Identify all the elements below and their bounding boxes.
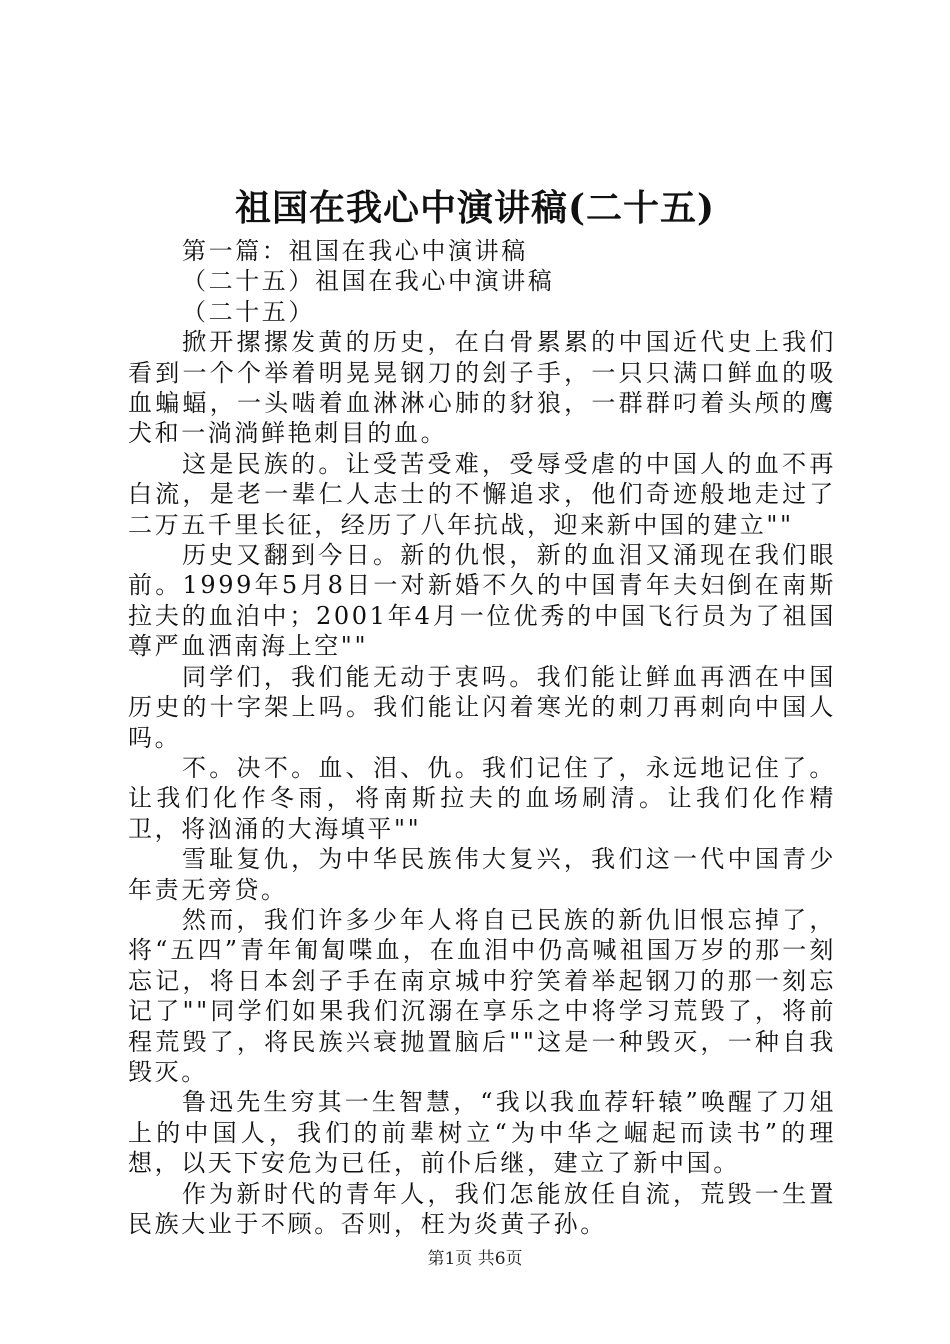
paragraph: 同学们，我们能无动于衷吗。我们能让鲜血再洒在中国历史的十字架上吗。我们能让闪着寒光的刺刀再刺向中国人吗。 [128,662,836,752]
paragraph: 不。决不。血、泪、仇。我们记住了，永远地记住了。让我们化作冬雨，将南斯拉夫的血场刷清。让我们化作精卫，将汹涌的大海填平"" [128,753,836,843]
paragraph: 雪耻复仇，为中华民族伟大复兴，我们这一代中国青少年责无旁贷。 [128,845,836,904]
paragraph: 掀开摞摞发黄的历史，在白骨累累的中国近代史上我们看到一个个举着明晃晃钢刀的刽子手，一只只满口鲜血的吸血蝙蝠，一头啮着血淋淋心肺的豺狼，一群群叼着头颅的鹰犬和一淌淌鲜艳刺目的血。 [128,328,836,448]
paragraph: 作为新时代的青年人，我们怎能放任自流，荒毁一生置民族大业于不顾。否则，枉为炎黄子孙。 [128,1179,836,1238]
paragraph: 这是民族的。让受苦受难，受辱受虐的中国人的血不再白流，是老一辈仁人志士的不懈追求，他们奇迹般地走过了二万五千里长征，经历了八年抗战，迎来新中国的建立"" [128,449,836,539]
paragraph: 第一篇：祖国在我心中演讲稿 [182,237,528,265]
paragraph: （二十五） [182,297,315,326]
paragraph: （二十五）祖国在我心中演讲稿 [182,267,555,296]
page-footer: 第1页 共6页 [427,1249,523,1269]
document-title: 祖国在我心中演讲稿(二十五) [234,187,716,229]
document-body [128,236,836,1239]
paragraph: 历史又翻到今日。新的仇恨，新的血泪又涌现在我们眼前。1999年5月8日一对新婚不久的中国青年夫妇倒在南斯拉夫的血泊中；2001年4月一位优秀的中国飞行员为了祖国尊严血洒南海上空"" [128,541,836,661]
paragraph: 然而，我们许多少年人将自已民族的新仇旧恨忘掉了，将“五四”青年匍匐喋血，在血泪中仍高喊祖国万岁的那一刻忘记，将日本刽子手在南京城中狞笑着举起钢刀的那一刻忘记了""同学们如果我们沉溺在享乐之中将学习荒毁了，将前程荒毁了，将民族兴衰抛置脑后""这是一种毁灭，一种自我毁灭。 [128,905,836,1086]
paragraph: 鲁迅先生穷其一生智慧，“我以我血荐轩辕”唤醒了刀俎上的中国人，我们的前辈树立“为中华之崛起而读书”的理想，以天下安危为已任，前仆后继，建立了新中国。 [128,1088,836,1178]
